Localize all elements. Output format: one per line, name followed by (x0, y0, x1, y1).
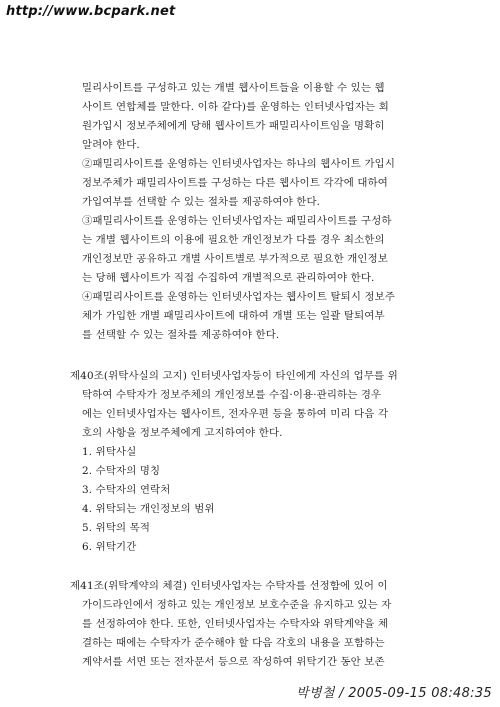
list40-item-4: 4. 위탁되는 개인정보의 범위 (82, 503, 215, 515)
para4-line-1: ④패밀리사이트를 운영하는 인터넷사업자는 웹사이트 탈퇴시 정보주 (82, 291, 396, 303)
para2-line-1: ②패밀리사이트를 운영하는 인터넷사업자는 하나의 웹사이트 가입시 (82, 158, 396, 170)
para4-line-2: 체가 가입한 개별 패밀리사이트에 대하여 개별 또는 일괄 탈퇴여부 (82, 310, 385, 322)
para1-line-2: 사이트 연합체를 말한다. 이하 같다)를 운영하는 인터넷사업자는 회 (82, 101, 389, 113)
article41-line-5: 계약서를 서면 또는 전자문서 등으로 작성하여 위탁기간 동안 보존 (82, 656, 385, 668)
article40-line-3: 에는 인터넷사업자는 웹사이트, 전자우편 등을 통하여 미리 다음 각 (82, 408, 389, 420)
para2-line-2: 정보주체가 패밀리사이트를 구성하는 다른 웹사이트 각각에 대하여 (82, 177, 388, 189)
timestamp-stamp: 박병철 / 2005-09-15 08:48:35 (296, 686, 492, 701)
para4-line-3: 를 선택할 수 있는 절차를 제공하여야 한다. (82, 329, 280, 341)
para3-line-3: 개인정보만 공유하고 개별 사이트별로 부가적으로 필요한 개인정보 (82, 253, 388, 265)
list40-item-3: 3. 수탁자의 연락처 (82, 484, 171, 496)
para2-line-3: 가입여부를 선택할 수 있는 절차를 제공하여야 한다. (82, 196, 321, 208)
para3-line-4: 는 당해 웹사이트가 직접 수집하여 개별적으로 관리하여야 한다. (82, 272, 375, 284)
article41-line-4: 결하는 때에는 수탁자가 준수해야 할 다음 각호의 내용을 포함하는 (82, 637, 385, 649)
article40-line-2: 탁하여 수탁자가 정보주체의 개인정보를 수집·이용·관리하는 경우 (82, 389, 382, 401)
list40-item-1: 1. 위탁사실 (82, 446, 137, 458)
article40-line-1: 제40조(위탁사실의 고지) 인터넷사업자등이 타인에게 자신의 업무를 위 (70, 370, 398, 382)
list40-item-2: 2. 수탁자의 명칭 (82, 465, 161, 477)
para1-line-1: 밀리사이트를 구성하고 있는 개별 웹사이트들을 이용할 수 있는 웹 (82, 82, 385, 94)
para3-line-2: 는 개별 웹사이트의 이용에 필요한 개인정보가 다를 경우 최소한의 (82, 234, 385, 246)
list40-item-6: 6. 위탁기간 (82, 541, 137, 553)
article41-line-2: 가이드라인에서 정하고 있는 개인정보 보호수준을 유지하고 있는 자 (82, 599, 392, 611)
site-watermark: http://www.bcpark.net (6, 4, 176, 19)
list40-item-5: 5. 위탁의 목적 (82, 522, 151, 534)
para3-line-1: ③패밀리사이트를 운영하는 인터넷사업자는 패밀리사이트를 구성하 (82, 215, 392, 227)
para1-line-3: 원가입시 정보주체에게 당해 웹사이트가 패밀리사이트임을 명확히 (82, 120, 385, 132)
article41-line-3: 를 선정하여야 한다. 또한, 인터넷사업자는 수탁자와 위탁계약을 체 (82, 618, 389, 630)
para1-line-4: 알려야 한다. (82, 139, 140, 151)
article40-line-4: 호의 사항을 정보주체에게 고지하여야 한다. (82, 427, 283, 439)
article41-line-1: 제41조(위탁계약의 체결) 인터넷사업자는 수탁자를 선정함에 있어 이 (70, 580, 388, 592)
